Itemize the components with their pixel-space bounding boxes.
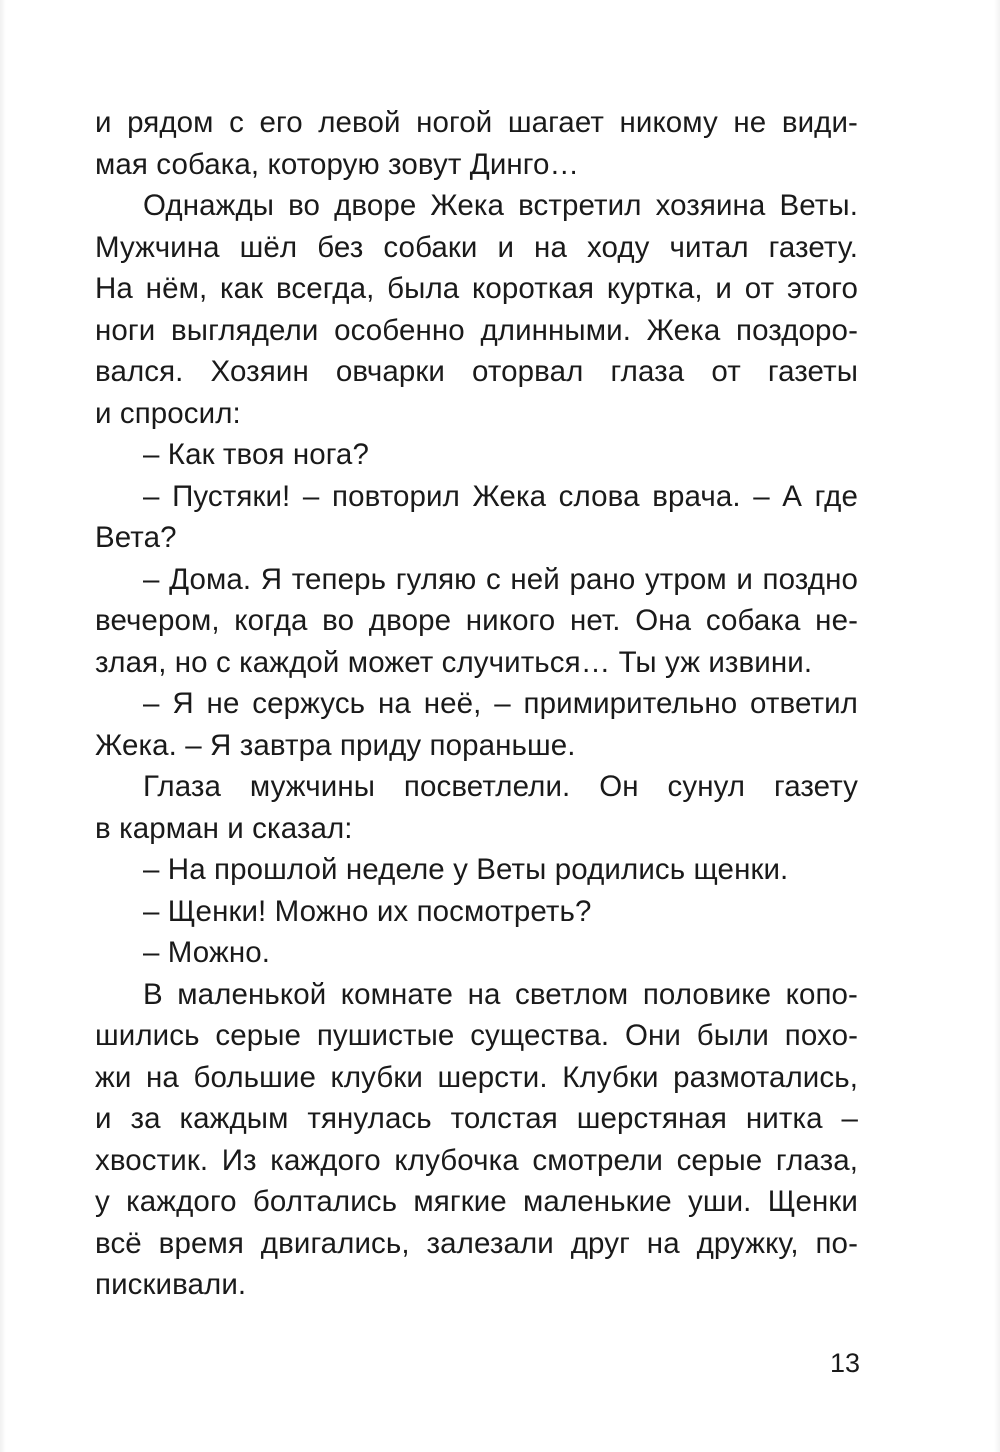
text-line: Жека. – Я завтра приду пораньше. — [95, 728, 576, 762]
dialog-line: – Дома. Я теперь гуляю с ней рано утром и поздно — [143, 562, 858, 596]
dialog-line: – Можно. — [143, 936, 271, 969]
dialog-line: – Пустяки! – повторил Жека слова врача. – А где — [143, 479, 858, 513]
text-line: у каждого болтались мягкие маленькие уши. Щенки — [95, 1185, 858, 1218]
page-right-edge — [994, 0, 1000, 1452]
dialog-line: – На прошлой неделе у Веты родились щенки. — [143, 853, 789, 886]
text-line: в карман и сказал: — [95, 811, 353, 845]
text-line: шились серые пушистые существа. Они были похо- — [95, 1019, 858, 1052]
dialog-line: – Я не сержусь на неё, – примирительно ответил — [143, 687, 858, 720]
text-line: и спросил: — [95, 396, 241, 430]
text-line: и рядом с его левой ногой шагает никому не види- — [95, 106, 858, 139]
text-line: Мужчина шёл без собаки и на ходу читал газету. — [95, 230, 858, 264]
text-line: пискивали. — [95, 1268, 247, 1301]
text-line: и за каждым тянулась толстая шерстяная нитка – — [95, 1102, 858, 1135]
dialog-line: – Как твоя нога? — [143, 438, 369, 471]
text-line: мая собака, которую зовут Динго… — [95, 147, 580, 181]
page-number: 13 — [829, 1348, 860, 1378]
text-line: вечером, когда во дворе никого нет. Она собака не- — [95, 604, 858, 637]
text-line: ноги выглядели особенно длинными. Жека поздоро- — [95, 313, 858, 347]
text-line: Вета? — [95, 521, 177, 554]
text-line: злая, но с каждой может случиться… Ты уж извини. — [95, 645, 813, 679]
text-line: хвостик. Из каждого клубочка смотрели серые глаза, — [95, 1143, 858, 1177]
body-text — [95, 102, 858, 1306]
page-left-edge — [0, 0, 6, 1452]
dialog-line: – Щенки! Можно их посмотреть? — [143, 894, 592, 928]
paragraph-first-line: В маленькой комнате на светлом половике копо- — [143, 977, 858, 1011]
text-line: вался. Хозяин овчарки оторвал глаза от газеты — [95, 355, 858, 388]
text-line: жи на большие клубки шерсти. Клубки размотались, — [95, 1060, 858, 1094]
text-line: всё время двигались, залезали друг на дружку, по- — [95, 1226, 858, 1260]
text-line: На нём, как всегда, была короткая куртка, и от этого — [95, 272, 858, 305]
paragraph-first-line: Однажды во дворе Жека встретил хозяина Веты. — [143, 189, 858, 222]
paragraph-first-line: Глаза мужчины посветлели. Он сунул газету — [143, 770, 858, 803]
